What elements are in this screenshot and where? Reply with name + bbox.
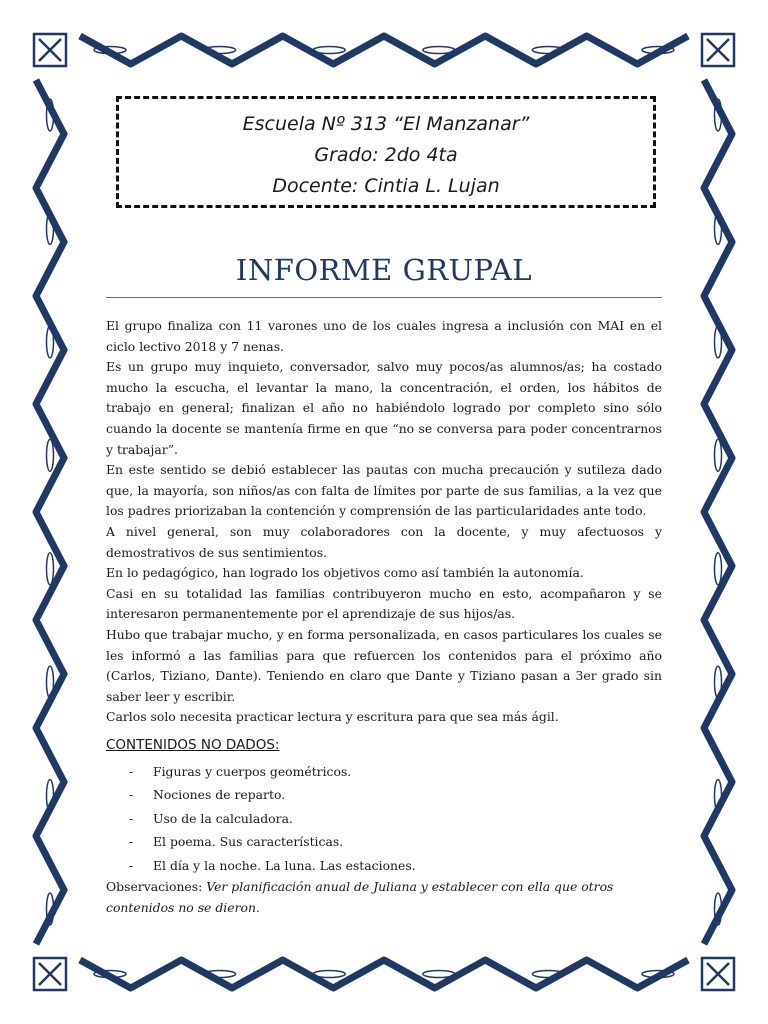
paragraph: Hubo que trabajar mucho, y en forma personalizada, en casos particulares los cuales se les informó a las familias para que refuercen los contenidos para el próximo año (Carlos, Tiziano, Dante). Teniendo en claro que Dante y Tiziano pasan a 3er grado sin saber leer y escribir. xyxy=(106,626,662,704)
bullet-dash: - xyxy=(129,810,134,826)
list-item xyxy=(106,760,662,784)
observaciones xyxy=(106,877,662,918)
ornament-icon xyxy=(715,439,722,471)
corner-cross-icon xyxy=(707,39,729,61)
bullet-dash: - xyxy=(129,857,134,873)
list-item xyxy=(106,830,662,854)
ornament-icon xyxy=(715,326,722,358)
paragraph: Carlos solo necesita practicar lectura y escritura para que sea más ágil. xyxy=(106,709,559,725)
list-item-text: El día y la noche. La luna. Las estaciones. xyxy=(153,857,416,873)
corner-cross-icon xyxy=(707,963,729,985)
ornament-icon xyxy=(423,971,455,978)
paragraph: Es un grupo muy inquieto, conversador, salvo muy pocos/as alumnos/as; ha costado mucho la escucha, el levantar la mano, la concentración, el orden, los hábitos de trabajo en general; finalizan el año no habiéndolo logrado por completo sino sólo cuando la docente se mantenía firme en que “no se conversa para poder concentrarnos y trabajar”. xyxy=(106,359,662,457)
paragraph: En este sentido se debió establecer las pautas con mucha precaución y sutileza dado que, la mayoría, son niños/as con falta de límites por parte de sus familias, a la vez que los padres priorizaban la contención y comprensión de las particularidades ante todo. xyxy=(106,462,662,519)
school-name: Escuela Nº 313 “El Manzanar” xyxy=(242,113,530,135)
border-zigzag xyxy=(704,80,732,944)
list-item xyxy=(106,783,662,807)
ornament-icon xyxy=(47,326,54,358)
contenidos-section xyxy=(106,734,662,918)
paragraph: Casi en su totalidad las familias contribuyeron mucho en esto, acompañaron y se interesaron permanentemente por el aprendizaje de sus hijos/as. xyxy=(106,585,662,622)
list-item xyxy=(106,854,662,878)
bullet-dash: - xyxy=(129,834,134,849)
ornament-icon xyxy=(423,47,455,54)
ornament-icon xyxy=(715,553,722,585)
list-item-text: Figuras y cuerpos geométricos. xyxy=(153,763,352,779)
report-body xyxy=(106,316,662,728)
title-divider xyxy=(106,297,662,298)
list-item-text: Nociones de reparto. xyxy=(153,787,286,802)
list-item-text: El poema. Sus características. xyxy=(153,834,344,849)
ornament-icon xyxy=(715,666,722,698)
contenidos-list xyxy=(106,760,662,878)
corner-cross-icon xyxy=(39,963,61,985)
header-box xyxy=(116,96,656,208)
list-item xyxy=(106,807,662,831)
ornament-icon xyxy=(47,666,54,698)
border-zigzag xyxy=(36,80,64,944)
ornament-icon xyxy=(313,47,345,54)
paragraph: A nivel general, son muy colaboradores con la docente, y muy afectuosos y demostrativos de sus sentimientos. xyxy=(106,523,662,560)
corner-cross-icon xyxy=(39,39,61,61)
paragraph: El grupo finaliza con 11 varones uno de los cuales ingresa a inclusión con MAI en el ciclo lectivo 2018 y 7 nenas. xyxy=(106,318,662,354)
bullet-dash: - xyxy=(129,787,134,802)
teacher-label: Docente: Cintia L. Lujan xyxy=(272,175,500,197)
ornament-icon xyxy=(47,439,54,471)
bullet-dash: - xyxy=(129,763,134,779)
list-item-text: Uso de la calculadora. xyxy=(153,810,293,826)
observaciones-label: Observaciones: xyxy=(106,879,203,894)
paragraph: En lo pedagógico, han logrado los objetivos como así también la autonomía. xyxy=(106,565,584,581)
ornament-icon xyxy=(313,971,345,978)
grade-label: Grado: 2do 4ta xyxy=(314,144,458,166)
observaciones-text: Ver planificación anual de Juliana y establecer con ella que otros contenidos no se dieron. xyxy=(106,879,614,915)
contenidos-heading: CONTENIDOS NO DADOS: xyxy=(106,737,280,753)
border-zigzag xyxy=(80,960,688,988)
border-zigzag xyxy=(80,36,688,64)
ornament-icon xyxy=(47,553,54,585)
document-title: INFORME GRUPAL xyxy=(235,253,533,287)
